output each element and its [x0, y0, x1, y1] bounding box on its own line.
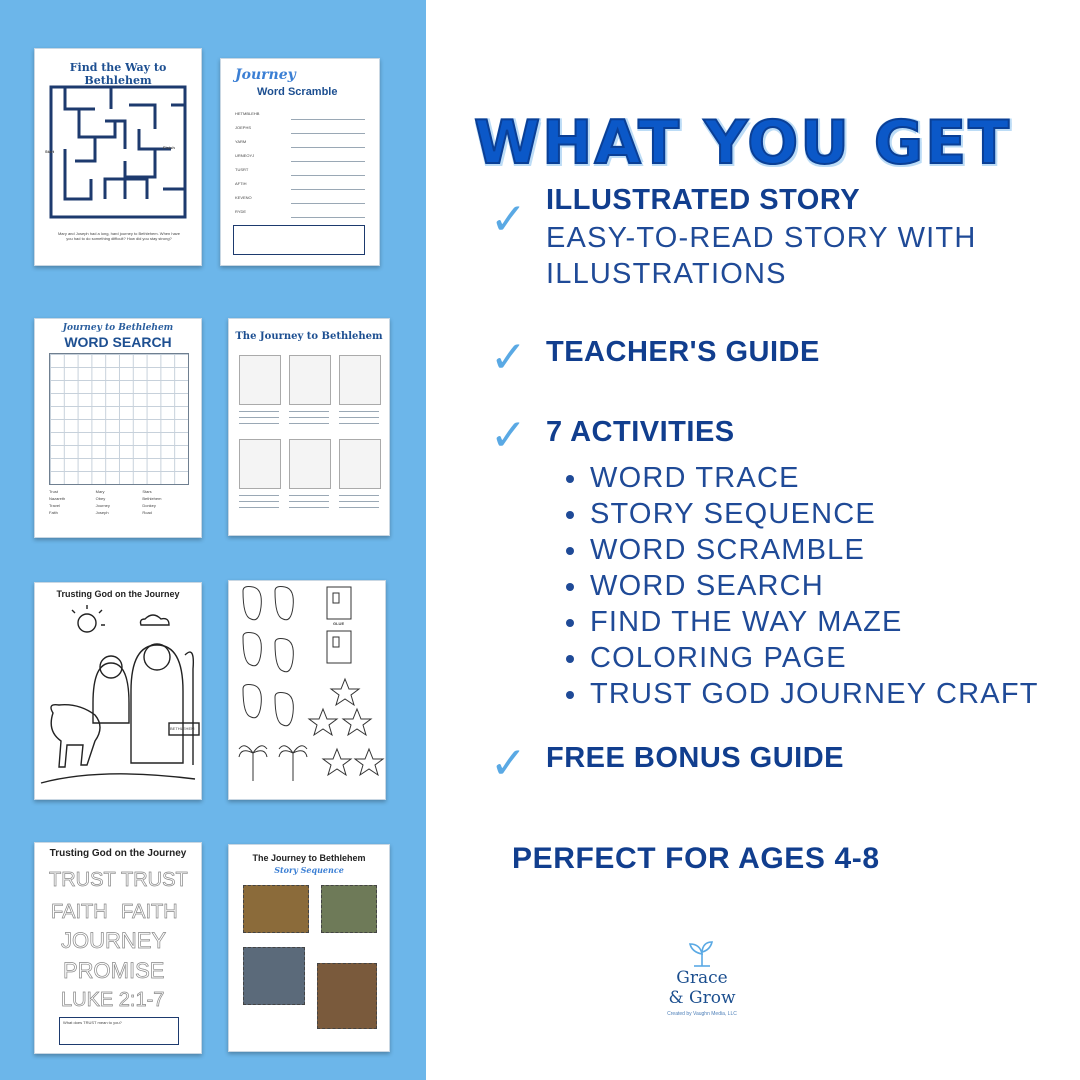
- story-thumbnail: [228, 318, 390, 536]
- craft-cutouts: [229, 581, 385, 799]
- sequence-subtitle: Story Sequence: [274, 865, 344, 875]
- bullet-icon: [566, 511, 574, 519]
- wordsearch-word: Bethlehem: [142, 496, 162, 501]
- trace-word: FAITH: [51, 901, 108, 923]
- activity-label: TRUST GOD JOURNEY CRAFT: [590, 678, 1039, 710]
- trace-word: FAITH: [121, 901, 178, 923]
- trace-title: Trusting God on the Journey: [49, 848, 187, 859]
- scramble-word: JOEPHS: [235, 125, 252, 130]
- brand-name-line2: & Grow: [668, 988, 736, 1008]
- wordsearch-title-bottom: WORD SEARCH: [64, 334, 172, 350]
- activity-item: [566, 496, 1039, 532]
- sequence-card: [317, 963, 377, 1029]
- checkmark-icon: ✓: [490, 738, 527, 789]
- wordsearch-title-top: Journey to Bethlehem: [62, 323, 174, 333]
- sequence-thumbnail: [228, 844, 390, 1052]
- wordsearch-word: Nazareth: [49, 496, 66, 501]
- wordsearch-word: Joseph: [95, 510, 109, 515]
- story-illustration: [239, 439, 281, 489]
- wordsearch-word: Donkey: [142, 503, 156, 508]
- activity-label: WORD TRACE: [590, 462, 800, 494]
- wordsearch-word: Road: [142, 510, 152, 515]
- headline: WHAT YOU GET: [474, 108, 1012, 178]
- section-title: ILLUSTRATED STORY: [546, 184, 861, 216]
- brand-name-line1: Grace: [676, 968, 728, 988]
- wordsearch-word: Stars: [142, 489, 152, 494]
- wordsearch-word: Faith: [49, 510, 58, 515]
- brand-logo: [652, 938, 752, 1017]
- sequence-title: The Journey to Bethlehem: [252, 853, 366, 863]
- story-illustration: [339, 439, 381, 489]
- wordsearch-word-list: [49, 489, 189, 515]
- coloring-thumbnail: [34, 582, 202, 800]
- activity-item: [566, 640, 1039, 676]
- scramble-word: RYDE: [235, 209, 247, 214]
- scramble-answer-box: [233, 225, 365, 255]
- bullet-icon: [566, 547, 574, 555]
- craft-glue-label: GLUE: [333, 621, 345, 626]
- ages-callout: PERFECT FOR AGES 4-8: [512, 842, 880, 875]
- sequence-card: [321, 885, 377, 933]
- story-title: The Journey to Bethlehem: [235, 331, 383, 342]
- story-illustration: [339, 355, 381, 405]
- maze-finish-label: Finish: [163, 145, 175, 150]
- activity-label: WORD SEARCH: [590, 570, 824, 602]
- scramble-word: AFTIH: [235, 181, 247, 186]
- activity-label: FIND THE WAY MAZE: [590, 606, 903, 638]
- coloring-illustration: [35, 583, 201, 799]
- wordsearch-word: Travel: [49, 503, 60, 508]
- scramble-title-bottom: Word Scramble: [257, 86, 338, 98]
- trace-word: TRUST: [49, 869, 116, 891]
- trace-word: PROMISE: [63, 958, 165, 983]
- maze-question: Mary and Joseph had a long, hard journey to Bethlehem. When have you had to do something difficult? How did you stay strong?: [57, 231, 181, 241]
- scramble-word: TUSRT: [235, 167, 249, 172]
- wordsearch-word: Mary: [95, 489, 105, 494]
- activity-item: [566, 532, 1039, 568]
- trace-word: JOURNEY: [61, 928, 167, 953]
- activity-item: [566, 568, 1039, 604]
- maze-start-label: Start: [45, 149, 55, 154]
- activity-item: [566, 604, 1039, 640]
- brand-tagline: Created by Vaughn Media, LLC: [667, 1011, 737, 1017]
- section-title: FREE BONUS GUIDE: [546, 742, 845, 774]
- bullet-icon: [566, 691, 574, 699]
- activity-label: STORY SEQUENCE: [590, 498, 876, 530]
- wordsearch-word: Obey: [95, 496, 106, 501]
- wordsearch-thumbnail: [34, 318, 202, 538]
- trace-thumbnail: [34, 842, 202, 1054]
- section-title: TEACHER'S GUIDE: [546, 336, 820, 368]
- scramble-word-list: [235, 111, 365, 223]
- checkmark-icon: ✓: [490, 332, 527, 383]
- trace-word: LUKE 2:1-7: [61, 989, 165, 1011]
- activity-list: [566, 460, 1039, 712]
- story-illustration: [289, 439, 331, 489]
- sequence-card: [243, 947, 305, 1005]
- checkmark-icon: ✓: [490, 410, 527, 461]
- scramble-title-top: Journey: [235, 67, 296, 83]
- coloring-title: Trusting God on the Journey: [56, 589, 180, 599]
- sprout-icon: [682, 938, 722, 968]
- story-illustration: [289, 355, 331, 405]
- coloring-sign-label: BETHLEHEM: [170, 726, 195, 731]
- trace-prompt: What does TRUST mean to you?: [63, 1020, 122, 1025]
- scramble-word: YARM: [235, 139, 247, 144]
- maze-title: Find the Way to Bethlehem: [69, 61, 167, 87]
- scramble-word: URNEOYJ: [235, 153, 255, 158]
- scramble-word: HETMBLEHB: [235, 111, 260, 116]
- story-illustration: [239, 355, 281, 405]
- activity-item: [566, 460, 1039, 496]
- activity-label: WORD SCRAMBLE: [590, 534, 866, 566]
- trace-word: TRUST: [121, 869, 188, 891]
- section-subtitle: EASY-TO-READ STORY WITH ILLUSTRATIONS: [546, 222, 977, 290]
- wordsearch-grid: [49, 353, 189, 485]
- wordsearch-word: Trust: [49, 489, 58, 494]
- craft-thumbnail: [228, 580, 386, 800]
- activity-item: [566, 676, 1039, 712]
- thumbnail-panel: [0, 0, 426, 1080]
- checkmark-icon: ✓: [490, 194, 527, 245]
- bullet-icon: [566, 583, 574, 591]
- bullet-icon: [566, 475, 574, 483]
- maze-thumbnail: [34, 48, 202, 266]
- scramble-word: KEVENO: [235, 195, 252, 200]
- activity-label: COLORING PAGE: [590, 642, 847, 674]
- bullet-icon: [566, 619, 574, 627]
- section-title: 7 ACTIVITIES: [546, 416, 735, 448]
- wordsearch-word: Journey: [95, 503, 110, 508]
- bullet-icon: [566, 655, 574, 663]
- sequence-card: [243, 885, 309, 933]
- scramble-thumbnail: [220, 58, 380, 266]
